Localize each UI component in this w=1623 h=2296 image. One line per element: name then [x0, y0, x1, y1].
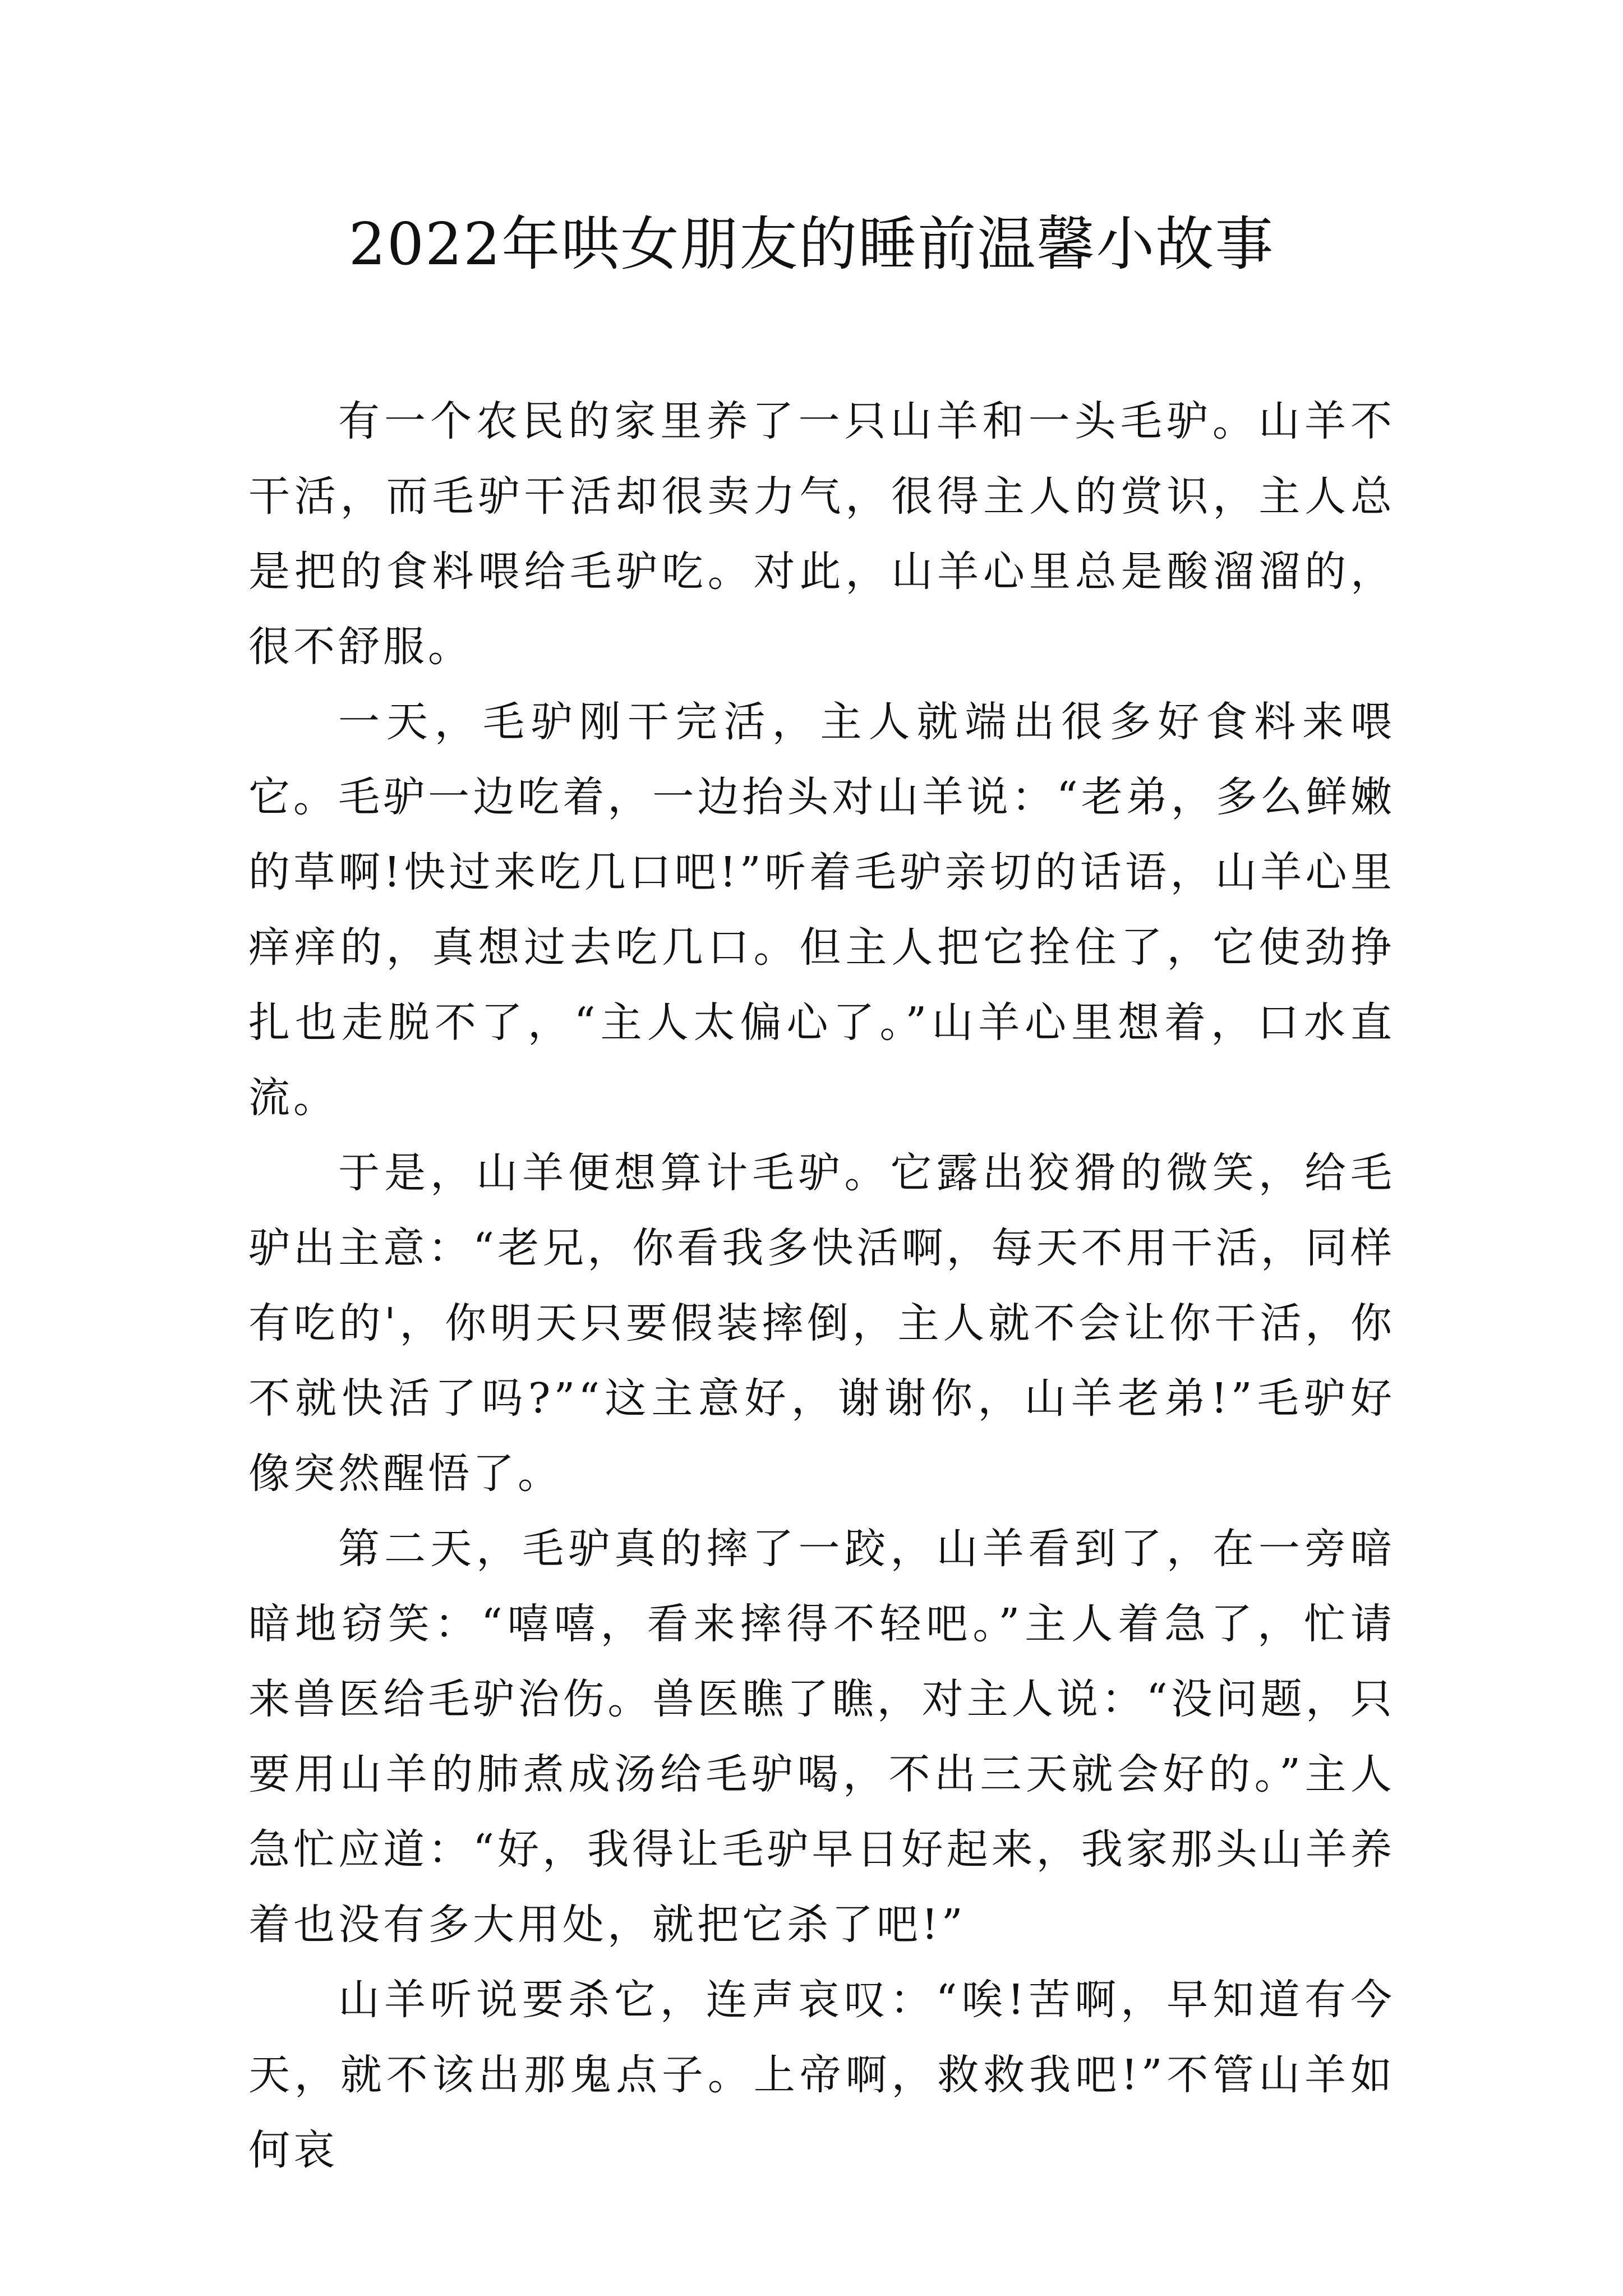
paragraph: 于是，山羊便想算计毛驴。它露出狡猾的微笑，给毛驴出主意：“老兄，你看我多快活啊，每天不用干活，同样有吃的'，你明天只要假装摔倒，主人就不会让你干活，你不就快活了吗?”“这主意好，谢谢你，山羊老弟!”毛驴好像突然醒悟了。 — [248, 1149, 1395, 1498]
document-body — [248, 384, 1395, 2188]
paragraph: 有一个农民的家里养了一只山羊和一头毛驴。山羊不干活，而毛驴干活却很卖力气，很得主人的赏识，主人总是把的食料喂给毛驴吃。对此，山羊心里总是酸溜溜的，很不舒服。 — [248, 397, 1395, 671]
paragraph: 一天，毛驴刚干完活，主人就端出很多好食料来喂它。毛驴一边吃着，一边抬头对山羊说：“老弟，多么鲜嫩的草啊!快过来吃几口吧!”听着毛驴亲切的话语，山羊心里痒痒的，真想过去吃几口。但主人把它拴住了，它使劲挣扎也走脱不了，“主人太偏心了。”山羊心里想着，口水直流。 — [248, 698, 1395, 1122]
paragraph: 第二天，毛驴真的摔了一跤，山羊看到了，在一旁暗暗地窃笑：“嘻嘻，看来摔得不轻吧。”主人着急了，忙请来兽医给毛驴治伤。兽医瞧了瞧，对主人说：“没问题，只要用山羊的肺煮成汤给毛驴喝，不出三天就会好的。”主人急忙应道：“好，我得让毛驴早日好起来，我家那头山羊养着也没有多大用处，就把它杀了吧!” — [248, 1525, 1395, 1949]
paragraph: 山羊听说要杀它，连声哀叹：“唉!苦啊，早知道有今天，就不该出那鬼点子。上帝啊，救救我吧!”不管山羊如何哀 — [248, 1976, 1395, 2174]
document-title: 2022年哄女朋友的睡前温馨小故事 — [348, 210, 1275, 278]
